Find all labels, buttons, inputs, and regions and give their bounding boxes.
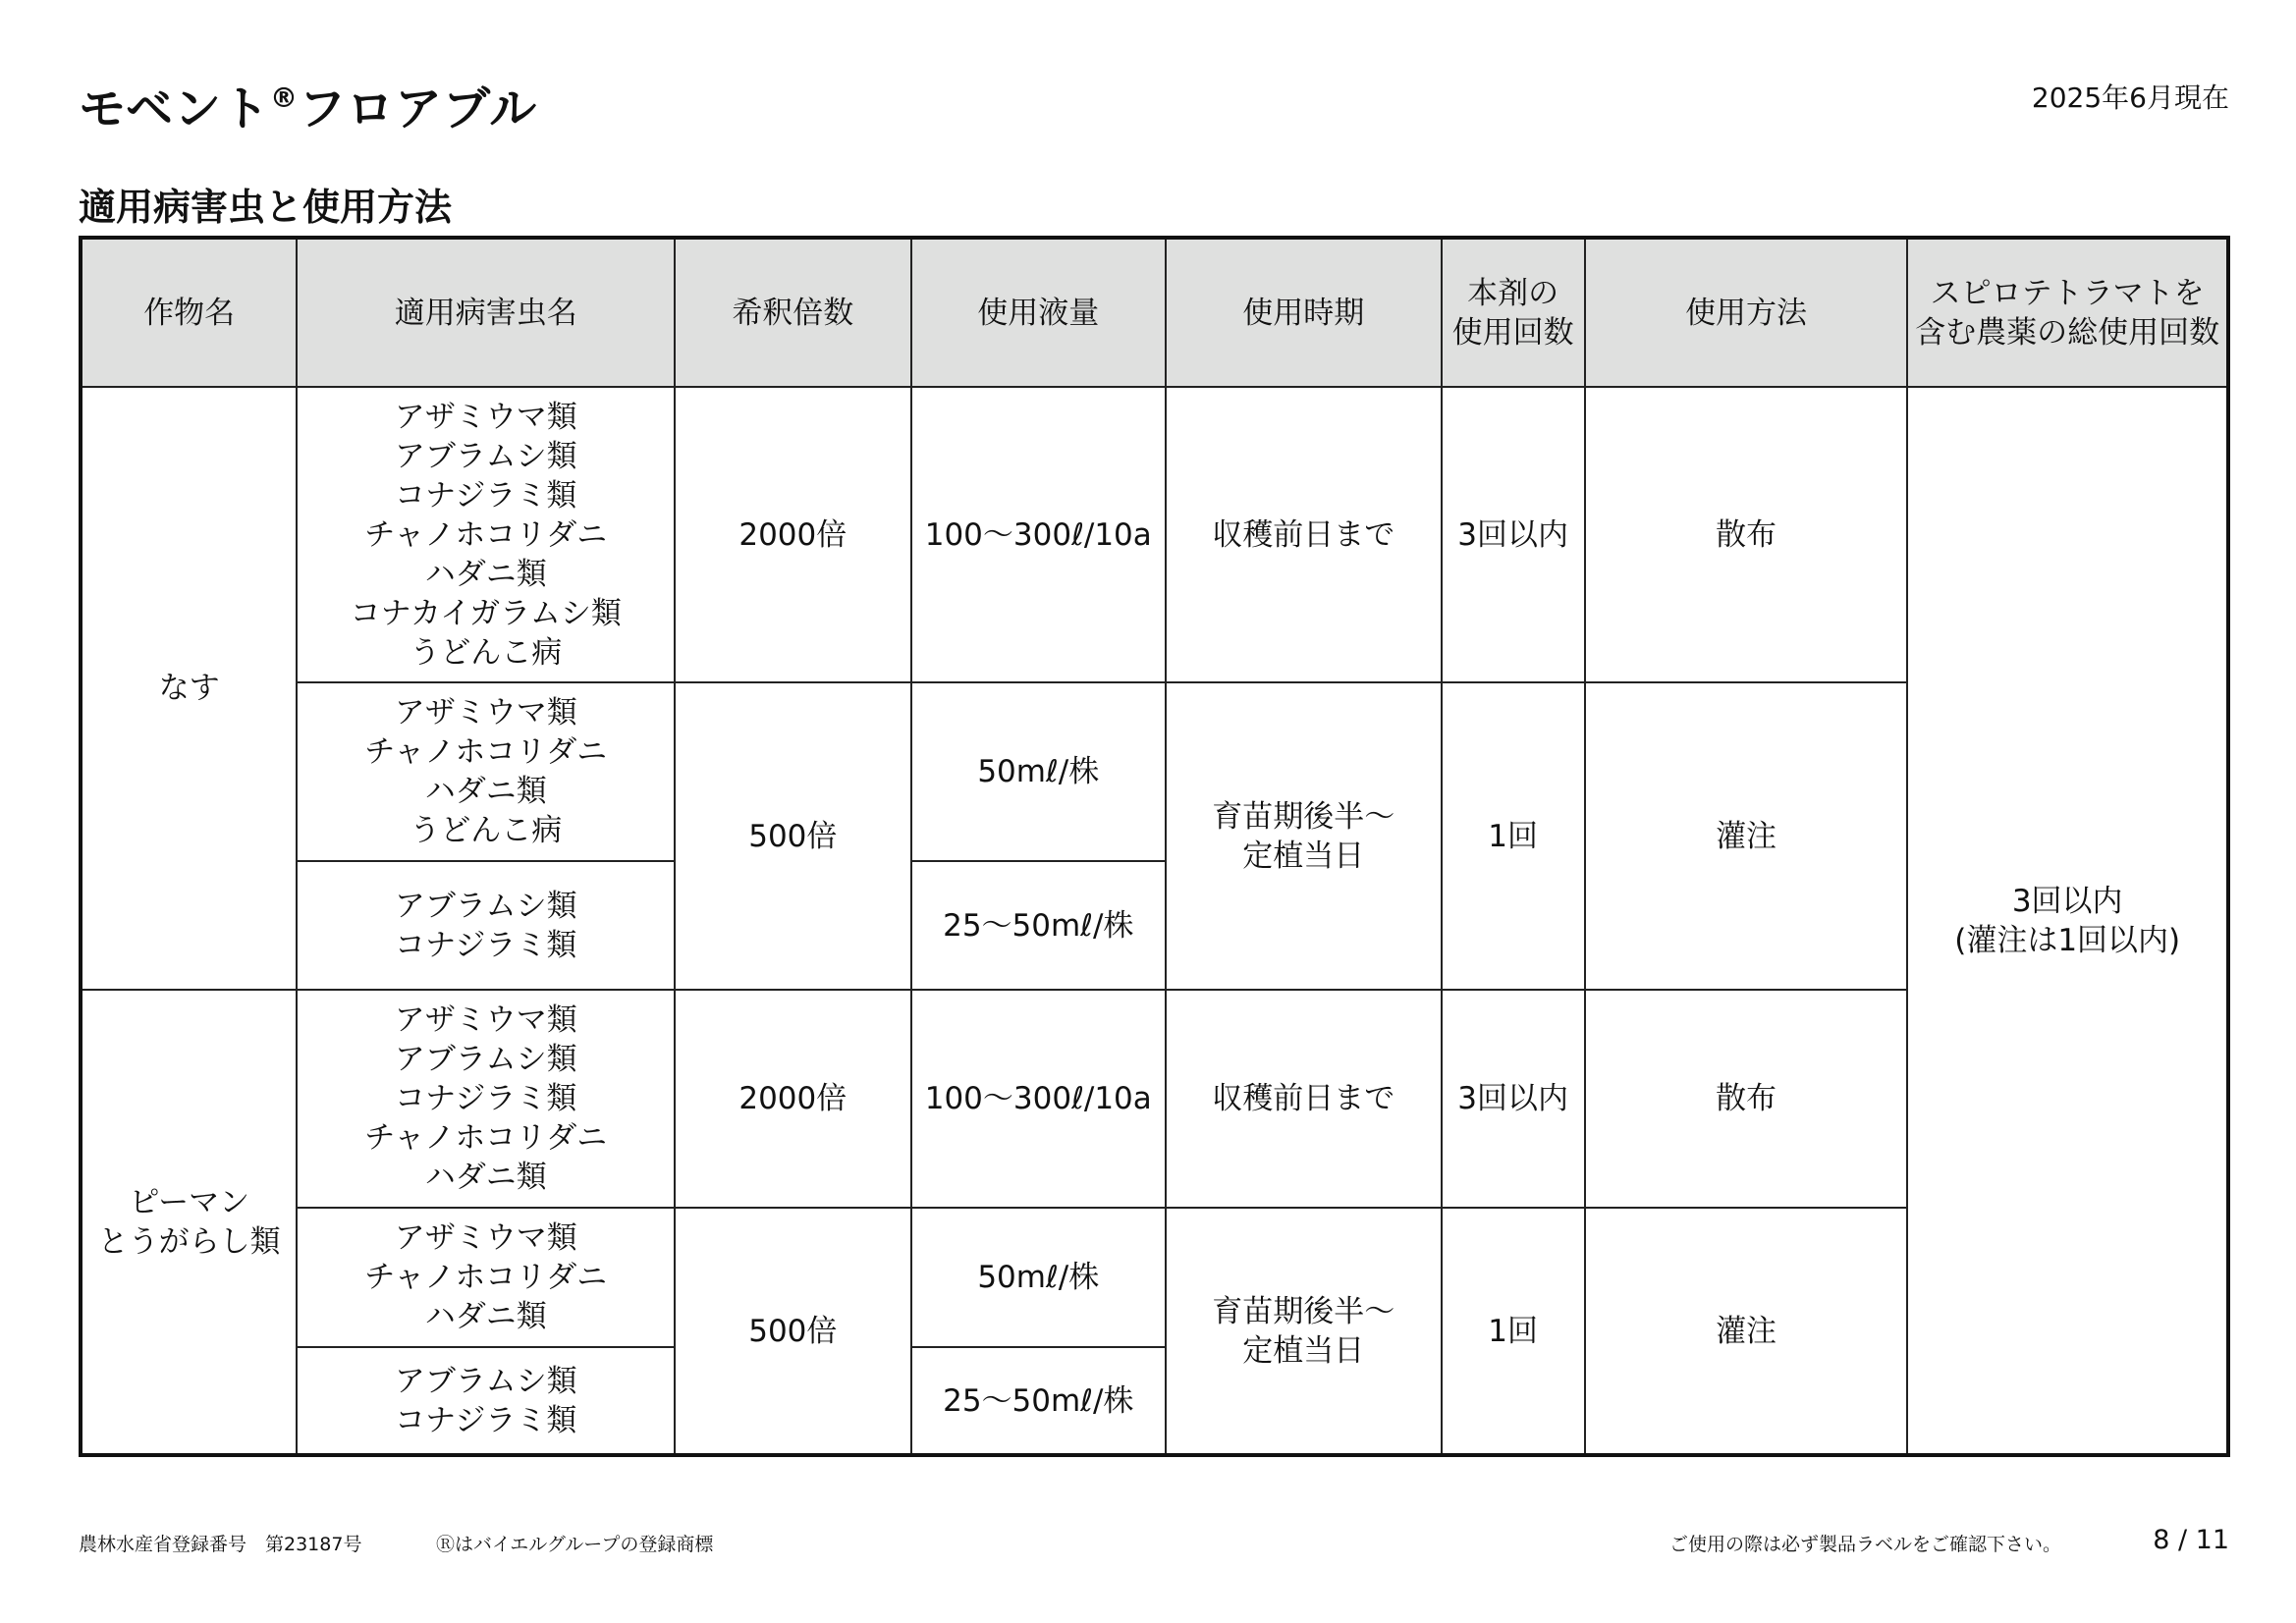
pest-cell: アザミウマ類 チャノホコリダニ ハダニ類 うどんこ病 — [297, 682, 675, 861]
uses-cell: 3回以内 — [1442, 387, 1585, 682]
timing-cell: 収穫前日まで — [1166, 387, 1442, 682]
pest-cell: アザミウマ類 チャノホコリダニ ハダニ類 — [297, 1208, 675, 1347]
header-timing: 使用時期 — [1166, 238, 1442, 387]
page-number: 8 / 11 — [2153, 1525, 2229, 1555]
timing-cell: 育苗期後半～ 定植当日 — [1166, 682, 1442, 990]
timing-cell: 収穫前日まで — [1166, 990, 1442, 1208]
dilution-cell: 500倍 — [675, 1208, 910, 1455]
header-volume: 使用液量 — [911, 238, 1166, 387]
dilution-cell: 2000倍 — [675, 387, 910, 682]
timing-cell: 育苗期後半～ 定植当日 — [1166, 1208, 1442, 1455]
section-title: 適用病害虫と使用方法 — [79, 186, 453, 229]
method-cell: 灌注 — [1585, 682, 1908, 990]
registered-mark: ® — [270, 81, 300, 114]
as-of-date: 2025年6月現在 — [2031, 81, 2229, 114]
product-title — [79, 71, 537, 138]
product-name-suffix: フロアブル — [299, 81, 538, 136]
uses-cell: 1回 — [1442, 682, 1585, 990]
table-row — [81, 682, 2228, 861]
label-notice: ご使用の際は必ず製品ラベルをご確認下さい。 — [1669, 1534, 2062, 1555]
pest-cell: アザミウマ類 アブラムシ類 コナジラミ類 チャノホコリダニ ハダニ類 コナカイガラムシ類 うどんこ病 — [297, 387, 675, 682]
crop-cell: ピーマン とうがらし類 — [81, 990, 297, 1455]
dilution-cell: 2000倍 — [675, 990, 910, 1208]
uses-cell: 3回以内 — [1442, 990, 1585, 1208]
pest-cell: アザミウマ類 アブラムシ類 コナジラミ類 チャノホコリダニ ハダニ類 — [297, 990, 675, 1208]
volume-cell: 50mℓ/株 — [911, 682, 1166, 861]
header-total-uses: スピロテトラマトを 含む農薬の総使用回数 — [1907, 238, 2228, 387]
dilution-cell: 500倍 — [675, 682, 910, 990]
header-dilution: 希釈倍数 — [675, 238, 910, 387]
header-method: 使用方法 — [1585, 238, 1908, 387]
application-table — [79, 236, 2230, 1457]
method-cell: 灌注 — [1585, 1208, 1908, 1455]
uses-cell: 1回 — [1442, 1208, 1585, 1455]
pest-cell: アブラムシ類 コナジラミ類 — [297, 861, 675, 990]
pest-cell: アブラムシ類 コナジラミ類 — [297, 1347, 675, 1455]
table-row — [81, 1208, 2228, 1347]
method-cell: 散布 — [1585, 387, 1908, 682]
total-uses-cell: 3回以内 (灌注は1回以内) — [1907, 387, 2228, 1455]
header-pest: 適用病害虫名 — [297, 238, 675, 387]
volume-cell: 100～300ℓ/10a — [911, 387, 1166, 682]
volume-cell: 25～50mℓ/株 — [911, 1347, 1166, 1455]
header-crop: 作物名 — [81, 238, 297, 387]
table-row — [81, 990, 2228, 1208]
volume-cell: 100～300ℓ/10a — [911, 990, 1166, 1208]
method-cell: 散布 — [1585, 990, 1908, 1208]
product-name: モベント — [79, 81, 271, 136]
trademark-note: Ⓡはバイエルグループの登録商標 — [436, 1534, 714, 1555]
crop-cell: なす — [81, 387, 297, 990]
header-uses: 本剤の 使用回数 — [1442, 238, 1585, 387]
volume-cell: 25～50mℓ/株 — [911, 861, 1166, 990]
registration-number: 農林水産省登録番号 第23187号 — [79, 1534, 362, 1555]
table-header-row — [81, 238, 2228, 387]
volume-cell: 50mℓ/株 — [911, 1208, 1166, 1347]
table-row — [81, 387, 2228, 682]
